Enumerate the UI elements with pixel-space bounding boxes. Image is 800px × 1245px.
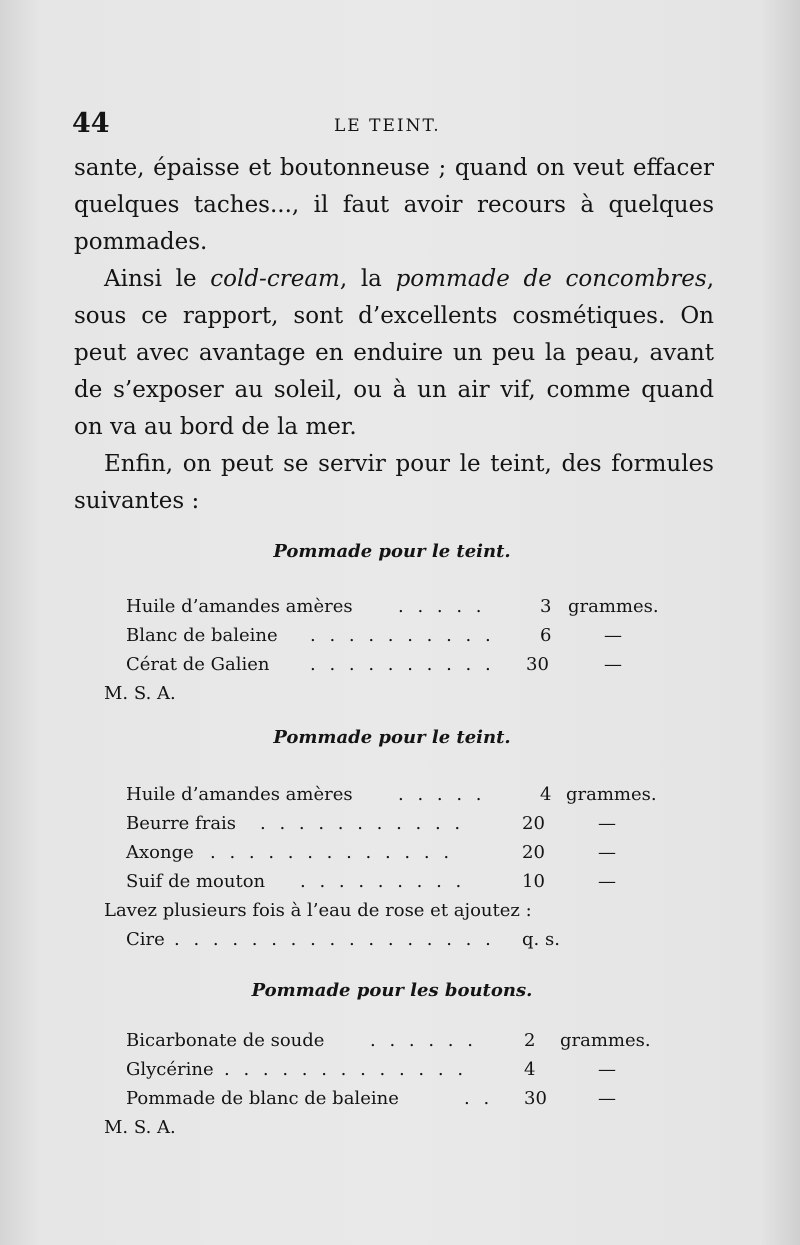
ingredient-quantity: 2 xyxy=(524,1030,536,1051)
ingredient-row xyxy=(104,838,664,867)
leader-dots: . . . . . xyxy=(398,596,486,617)
ingredient-name: Axonge xyxy=(126,842,194,863)
page-number: 44 xyxy=(72,108,110,139)
ingredient-quantity: 6 xyxy=(540,625,552,646)
ingredient-row xyxy=(104,592,664,621)
ingredient-unit: grammes. xyxy=(560,1030,651,1051)
leader-dots: . . . . . . . . . . xyxy=(310,625,495,646)
ingredient-row xyxy=(104,1026,664,1055)
ingredient-quantity: 3 xyxy=(540,596,552,617)
recipe-closing: M. S. A. xyxy=(104,683,176,704)
recipe-3 xyxy=(104,1026,664,1142)
recipe-title: Pommade pour le teint. xyxy=(273,541,511,562)
ingredient-name: Cire xyxy=(126,929,165,950)
leader-dots: . . . . . . xyxy=(370,1030,477,1051)
ingredient-unit: — xyxy=(598,871,616,892)
ingredient-quantity: 30 xyxy=(524,1088,547,1109)
ingredient-unit: — xyxy=(598,842,616,863)
ingredient-row xyxy=(104,1084,664,1113)
ingredient-quantity: 4 xyxy=(524,1059,536,1080)
paragraph-formulas-intro: Enfin, on peut se servir pour le teint, des formules suivantes : xyxy=(74,451,714,514)
leader-dots: . . . . . . . . . . . . . . . . . xyxy=(174,929,495,950)
recipe-title: Pommade pour les boutons. xyxy=(251,980,533,1001)
paragraph-cosmetics: Ainsi le cold-cream, la pommade de concombres, sous ce rapport, sont d’excellents cosmétiques. On peut avec avantage en enduire un peu la peau, avant de s’exposer au soleil, ou à un air vif, comme quand on va au bord de la mer. xyxy=(74,266,714,440)
ingredient-quantity: q. s. xyxy=(522,929,560,950)
ingredient-name: Glycérine xyxy=(126,1059,214,1080)
ingredient-row xyxy=(104,1055,664,1084)
ingredient-name: Bicarbonate de soude xyxy=(126,1030,325,1051)
leader-dots: . . . . . . . . . . . . . xyxy=(224,1059,468,1080)
recipe-note: Lavez plusieurs fois à l’eau de rose et ajoutez : xyxy=(104,900,532,921)
ingredient-name: Huile d’amandes amères xyxy=(126,596,353,617)
paragraph-continuation: sante, épaisse et boutonneuse ; quand on veut effacer quelques taches..., il faut avoir recours à quelques pommades. xyxy=(74,155,714,255)
ingredient-row xyxy=(104,809,664,838)
leader-dots: . . . . . . . . . xyxy=(300,871,466,892)
recipe-closing: M. S. A. xyxy=(104,1117,176,1138)
running-title: LE TEINT. xyxy=(334,116,441,136)
body-text xyxy=(74,150,714,520)
ingredient-quantity: 4 xyxy=(540,784,552,805)
ingredient-unit: — xyxy=(604,625,622,646)
ingredient-name: Pommade de blanc de baleine xyxy=(126,1088,399,1109)
ingredient-name: Cérat de Galien xyxy=(126,654,270,675)
recipe-2 xyxy=(104,780,664,954)
ingredient-unit: grammes. xyxy=(568,596,659,617)
recipe-1 xyxy=(104,592,664,708)
leader-dots: . . . . . xyxy=(398,784,486,805)
ingredient-row xyxy=(104,780,664,809)
ingredient-quantity: 30 xyxy=(526,654,549,675)
ingredient-unit: — xyxy=(604,654,622,675)
leader-dots: . . . . . . . . . . . . . xyxy=(210,842,454,863)
leader-dots: . . . . . . . . . . xyxy=(310,654,495,675)
ingredient-name: Huile d’amandes amères xyxy=(126,784,353,805)
ingredient-name: Blanc de baleine xyxy=(126,625,278,646)
ingredient-quantity: 20 xyxy=(522,842,545,863)
page-header xyxy=(72,108,712,148)
ingredient-unit: — xyxy=(598,1088,616,1109)
leader-dots: . . xyxy=(464,1088,494,1109)
ingredient-quantity: 10 xyxy=(522,871,545,892)
ingredient-unit: — xyxy=(598,1059,616,1080)
recipe-title: Pommade pour le teint. xyxy=(273,727,511,748)
leader-dots: . . . . . . . . . . . xyxy=(260,813,465,834)
ingredient-unit: grammes. xyxy=(566,784,657,805)
ingredient-row xyxy=(104,867,664,896)
ingredient-name: Suif de mouton xyxy=(126,871,266,892)
ingredient-row xyxy=(104,650,664,679)
ingredient-row xyxy=(104,621,664,650)
ingredient-unit: — xyxy=(598,813,616,834)
ingredient-name: Beurre frais xyxy=(126,813,237,834)
ingredient-row xyxy=(104,925,664,954)
ingredient-quantity: 20 xyxy=(522,813,545,834)
